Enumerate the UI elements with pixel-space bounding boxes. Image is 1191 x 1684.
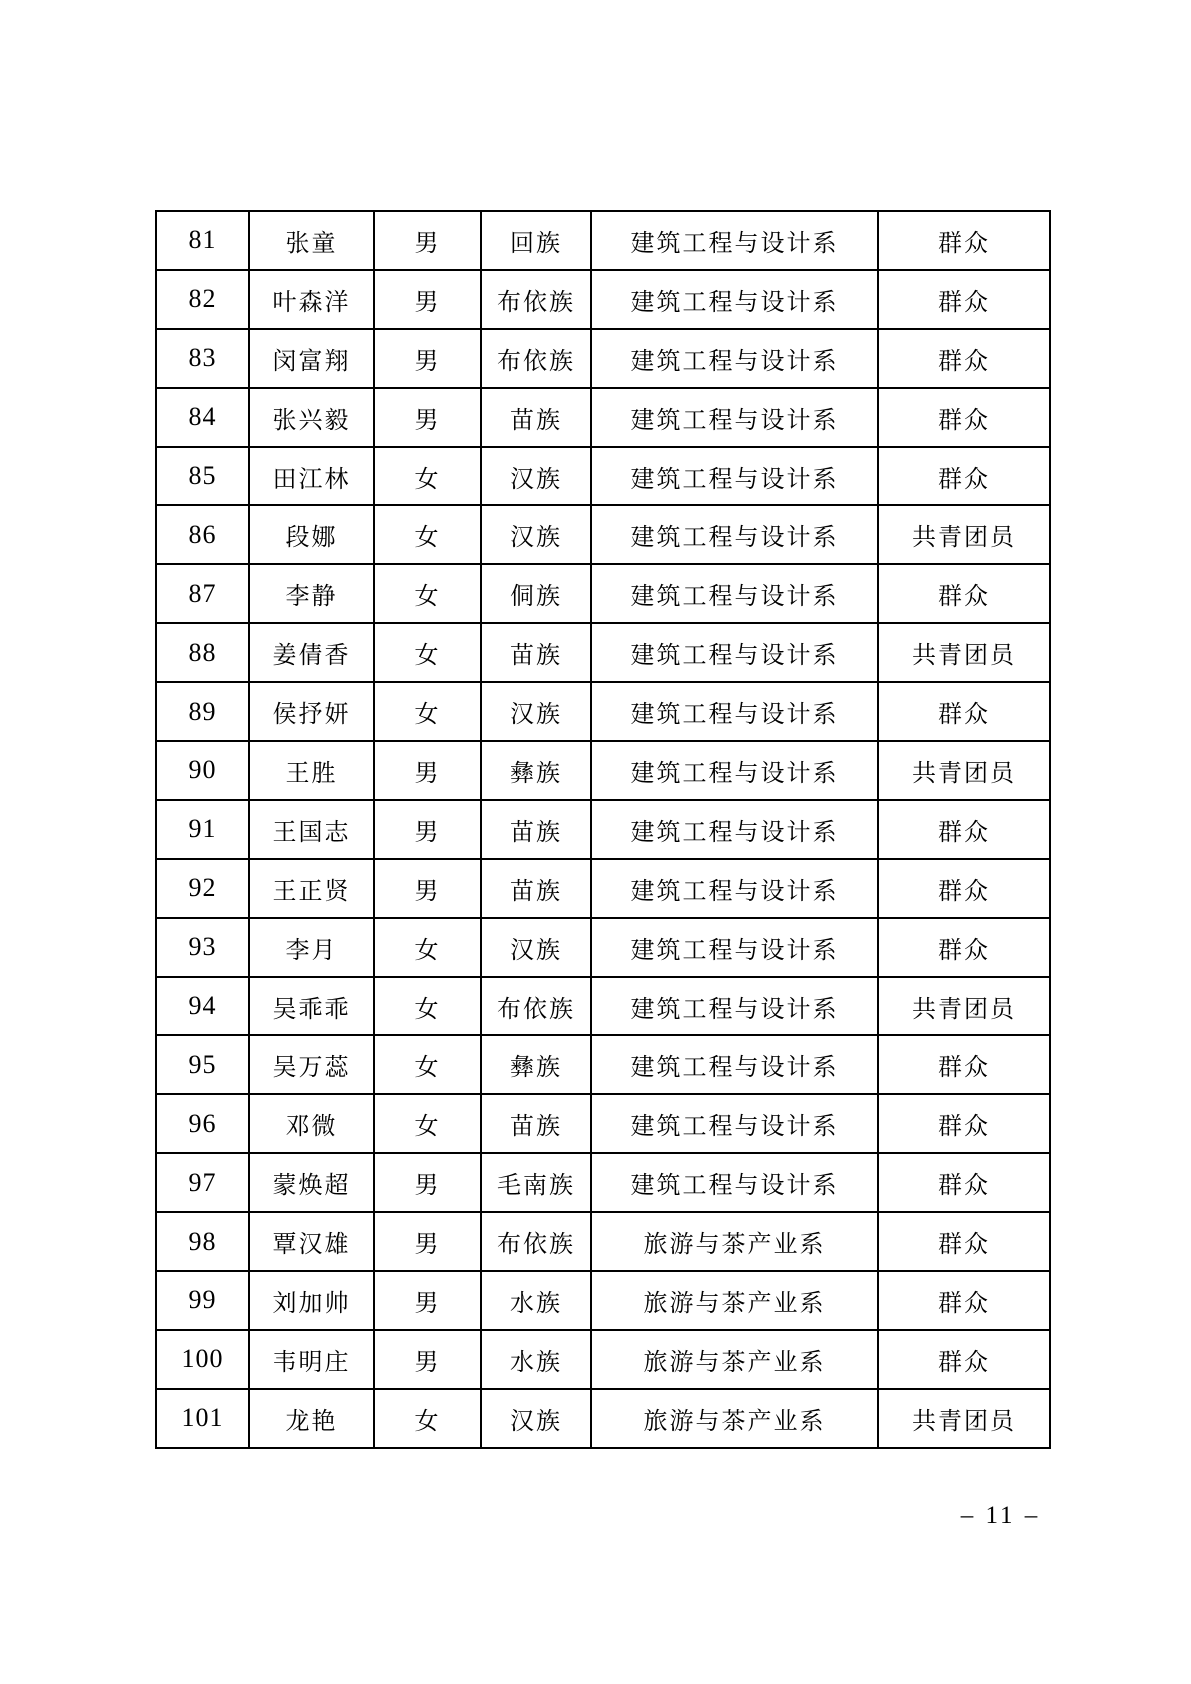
cell-number: 84 [156, 388, 249, 447]
cell-gender: 女 [374, 564, 481, 623]
table-row [156, 1271, 1050, 1330]
cell-name: 蒙焕超 [249, 1153, 374, 1212]
cell-number: 100 [156, 1330, 249, 1389]
cell-name: 龙艳 [249, 1389, 374, 1448]
cell-political-status: 群众 [878, 859, 1050, 918]
cell-gender: 男 [374, 741, 481, 800]
table-row [156, 505, 1050, 564]
cell-gender: 女 [374, 977, 481, 1036]
cell-gender: 女 [374, 1035, 481, 1094]
cell-number: 99 [156, 1271, 249, 1330]
cell-ethnicity: 侗族 [481, 564, 591, 623]
cell-gender: 女 [374, 505, 481, 564]
cell-name: 吴乖乖 [249, 977, 374, 1036]
table-row [156, 977, 1050, 1036]
table-row [156, 800, 1050, 859]
cell-number: 81 [156, 211, 249, 270]
cell-number: 90 [156, 741, 249, 800]
cell-political-status: 共青团员 [878, 1389, 1050, 1448]
cell-political-status: 群众 [878, 1153, 1050, 1212]
cell-gender: 男 [374, 270, 481, 329]
cell-number: 86 [156, 505, 249, 564]
cell-name: 李静 [249, 564, 374, 623]
cell-department: 建筑工程与设计系 [591, 211, 878, 270]
roster-table-body [156, 211, 1050, 1448]
cell-name: 刘加帅 [249, 1271, 374, 1330]
cell-gender: 男 [374, 1212, 481, 1271]
cell-gender: 女 [374, 918, 481, 977]
cell-department: 建筑工程与设计系 [591, 859, 878, 918]
cell-ethnicity: 苗族 [481, 1094, 591, 1153]
cell-number: 94 [156, 977, 249, 1036]
cell-name: 李月 [249, 918, 374, 977]
cell-ethnicity: 水族 [481, 1330, 591, 1389]
cell-department: 建筑工程与设计系 [591, 1094, 878, 1153]
table-row [156, 741, 1050, 800]
cell-department: 建筑工程与设计系 [591, 741, 878, 800]
cell-department: 建筑工程与设计系 [591, 1153, 878, 1212]
cell-ethnicity: 汉族 [481, 918, 591, 977]
table-row [156, 564, 1050, 623]
cell-department: 建筑工程与设计系 [591, 388, 878, 447]
cell-gender: 男 [374, 1271, 481, 1330]
cell-political-status: 群众 [878, 1212, 1050, 1271]
cell-political-status: 群众 [878, 682, 1050, 741]
cell-gender: 女 [374, 682, 481, 741]
cell-political-status: 共青团员 [878, 977, 1050, 1036]
table-row [156, 270, 1050, 329]
cell-political-status: 群众 [878, 1330, 1050, 1389]
cell-department: 建筑工程与设计系 [591, 682, 878, 741]
cell-name: 田江林 [249, 447, 374, 506]
cell-ethnicity: 布依族 [481, 270, 591, 329]
cell-department: 旅游与茶产业系 [591, 1271, 878, 1330]
cell-department: 旅游与茶产业系 [591, 1330, 878, 1389]
cell-ethnicity: 苗族 [481, 388, 591, 447]
table-row [156, 859, 1050, 918]
cell-gender: 女 [374, 623, 481, 682]
cell-gender: 女 [374, 447, 481, 506]
cell-name: 覃汉雄 [249, 1212, 374, 1271]
cell-ethnicity: 布依族 [481, 1212, 591, 1271]
table-row [156, 447, 1050, 506]
table-row [156, 1330, 1050, 1389]
cell-ethnicity: 水族 [481, 1271, 591, 1330]
cell-name: 邓微 [249, 1094, 374, 1153]
cell-name: 姜倩香 [249, 623, 374, 682]
cell-gender: 女 [374, 1389, 481, 1448]
cell-political-status: 群众 [878, 800, 1050, 859]
cell-ethnicity: 苗族 [481, 859, 591, 918]
cell-ethnicity: 汉族 [481, 505, 591, 564]
cell-number: 85 [156, 447, 249, 506]
cell-number: 95 [156, 1035, 249, 1094]
cell-ethnicity: 回族 [481, 211, 591, 270]
table-row [156, 329, 1050, 388]
table-row [156, 211, 1050, 270]
cell-political-status: 群众 [878, 447, 1050, 506]
cell-department: 建筑工程与设计系 [591, 270, 878, 329]
cell-gender: 男 [374, 388, 481, 447]
cell-number: 87 [156, 564, 249, 623]
cell-number: 96 [156, 1094, 249, 1153]
cell-department: 建筑工程与设计系 [591, 623, 878, 682]
cell-gender: 男 [374, 1330, 481, 1389]
table-row [156, 623, 1050, 682]
cell-department: 建筑工程与设计系 [591, 977, 878, 1036]
cell-political-status: 群众 [878, 329, 1050, 388]
cell-gender: 男 [374, 329, 481, 388]
cell-number: 97 [156, 1153, 249, 1212]
cell-number: 91 [156, 800, 249, 859]
cell-number: 101 [156, 1389, 249, 1448]
cell-ethnicity: 布依族 [481, 977, 591, 1036]
cell-political-status: 群众 [878, 918, 1050, 977]
cell-ethnicity: 布依族 [481, 329, 591, 388]
cell-name: 王正贤 [249, 859, 374, 918]
cell-department: 建筑工程与设计系 [591, 329, 878, 388]
cell-gender: 女 [374, 1094, 481, 1153]
cell-department: 旅游与茶产业系 [591, 1389, 878, 1448]
cell-ethnicity: 汉族 [481, 447, 591, 506]
cell-political-status: 共青团员 [878, 623, 1050, 682]
cell-number: 92 [156, 859, 249, 918]
cell-name: 王国志 [249, 800, 374, 859]
cell-number: 98 [156, 1212, 249, 1271]
cell-number: 88 [156, 623, 249, 682]
cell-name: 王胜 [249, 741, 374, 800]
table-row [156, 388, 1050, 447]
cell-department: 建筑工程与设计系 [591, 1035, 878, 1094]
cell-name: 张兴毅 [249, 388, 374, 447]
cell-number: 93 [156, 918, 249, 977]
cell-department: 建筑工程与设计系 [591, 564, 878, 623]
cell-political-status: 群众 [878, 1035, 1050, 1094]
table-row [156, 1153, 1050, 1212]
student-roster-table [155, 210, 1051, 1449]
cell-name: 吴万蕊 [249, 1035, 374, 1094]
cell-department: 建筑工程与设计系 [591, 800, 878, 859]
cell-name: 叶森洋 [249, 270, 374, 329]
cell-number: 82 [156, 270, 249, 329]
cell-name: 闵富翔 [249, 329, 374, 388]
table-row [156, 1389, 1050, 1448]
cell-ethnicity: 毛南族 [481, 1153, 591, 1212]
cell-political-status: 群众 [878, 211, 1050, 270]
cell-political-status: 群众 [878, 1094, 1050, 1153]
cell-name: 侯抒妍 [249, 682, 374, 741]
cell-ethnicity: 汉族 [481, 1389, 591, 1448]
table-row [156, 1094, 1050, 1153]
cell-political-status: 群众 [878, 388, 1050, 447]
cell-number: 89 [156, 682, 249, 741]
cell-gender: 男 [374, 859, 481, 918]
cell-department: 建筑工程与设计系 [591, 918, 878, 977]
cell-ethnicity: 汉族 [481, 682, 591, 741]
table-row [156, 918, 1050, 977]
cell-ethnicity: 苗族 [481, 623, 591, 682]
cell-political-status: 共青团员 [878, 505, 1050, 564]
cell-name: 张童 [249, 211, 374, 270]
cell-political-status: 群众 [878, 564, 1050, 623]
cell-political-status: 群众 [878, 1271, 1050, 1330]
cell-name: 韦明庄 [249, 1330, 374, 1389]
cell-gender: 男 [374, 1153, 481, 1212]
cell-political-status: 共青团员 [878, 741, 1050, 800]
cell-gender: 男 [374, 211, 481, 270]
cell-name: 段娜 [249, 505, 374, 564]
cell-department: 旅游与茶产业系 [591, 1212, 878, 1271]
cell-ethnicity: 彝族 [481, 741, 591, 800]
cell-number: 83 [156, 329, 249, 388]
table-row [156, 1212, 1050, 1271]
cell-department: 建筑工程与设计系 [591, 447, 878, 506]
table-row [156, 1035, 1050, 1094]
cell-department: 建筑工程与设计系 [591, 505, 878, 564]
cell-ethnicity: 彝族 [481, 1035, 591, 1094]
cell-ethnicity: 苗族 [481, 800, 591, 859]
cell-gender: 男 [374, 800, 481, 859]
table-row [156, 682, 1050, 741]
cell-political-status: 群众 [878, 270, 1050, 329]
page-number: – 11 – [960, 1502, 1041, 1529]
